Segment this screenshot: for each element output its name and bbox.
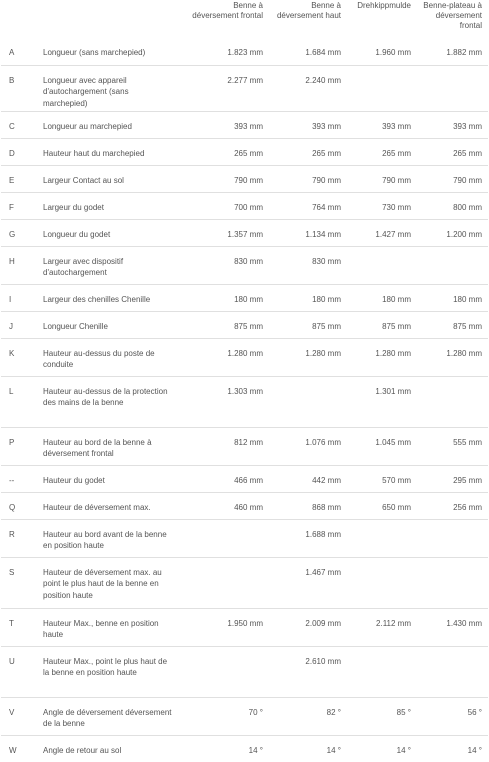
row-label: Hauteur au bord de la benne à déversement frontal <box>43 427 191 465</box>
row-code: T <box>1 608 43 646</box>
row-value-2 <box>269 376 347 427</box>
row-value-3: 730 mm <box>347 192 417 219</box>
row-value-1 <box>191 557 269 608</box>
row-value-2: 868 mm <box>269 492 347 519</box>
row-value-3 <box>347 246 417 284</box>
row-code: S <box>1 557 43 608</box>
table-row <box>1 165 488 192</box>
row-code: Q <box>1 492 43 519</box>
row-label: Angle de déversement déversement de la benne <box>43 697 191 735</box>
row-code: K <box>1 338 43 376</box>
row-value-1: 70 ° <box>191 697 269 735</box>
row-value-2: 442 mm <box>269 465 347 492</box>
row-value-2: 830 mm <box>269 246 347 284</box>
row-label: Hauteur de déversement max. <box>43 492 191 519</box>
row-label: Largeur des chenilles Chenille <box>43 284 191 311</box>
row-value-4: 295 mm <box>417 465 488 492</box>
row-value-1: 460 mm <box>191 492 269 519</box>
row-label: Largeur du godet <box>43 192 191 219</box>
row-value-2: 1.684 mm <box>305 48 341 57</box>
row-value-3: 1.301 mm <box>347 376 417 427</box>
row-value-3: 1.960 mm <box>375 48 411 57</box>
row-value-1: 830 mm <box>191 246 269 284</box>
row-value-1: 1.823 mm <box>227 48 263 57</box>
row-code: H <box>1 246 43 284</box>
row-value-3: 650 mm <box>347 492 417 519</box>
row-value-2: 180 mm <box>269 284 347 311</box>
table-row <box>1 465 488 492</box>
row-value-1: 1.357 mm <box>191 219 269 246</box>
table-row <box>1 138 488 165</box>
table-row <box>1 38 488 65</box>
row-label: Largeur avec dispositif d'autochargement <box>43 246 191 284</box>
row-value-2: 2.009 mm <box>269 608 347 646</box>
row-value-1: 1.950 mm <box>191 608 269 646</box>
row-label: Hauteur Max., benne en position haute <box>43 608 191 646</box>
row-value-2: 2.240 mm <box>269 65 347 111</box>
row-code: D <box>1 138 43 165</box>
row-value-4 <box>417 519 488 557</box>
row-value-1: 180 mm <box>191 284 269 311</box>
row-value-1 <box>191 519 269 557</box>
row-code: I <box>1 284 43 311</box>
row-code: G <box>1 219 43 246</box>
header-benne-deversement-haut: Benne à déversement haut <box>276 1 341 20</box>
row-value-4: 800 mm <box>417 192 488 219</box>
row-label: Hauteur de déversement max. au point le plus haut de la benne en position haute <box>43 557 191 608</box>
table-row <box>1 735 488 762</box>
row-label: Longueur avec appareil d'autochargement (sans marchepied) <box>43 65 191 111</box>
row-code: L <box>1 376 43 427</box>
row-value-1: 875 mm <box>191 311 269 338</box>
row-value-3: 180 mm <box>347 284 417 311</box>
row-value-4: 555 mm <box>417 427 488 465</box>
row-value-2: 393 mm <box>269 111 347 138</box>
row-value-4: 14 ° <box>417 735 488 762</box>
row-value-1: 1.303 mm <box>191 376 269 427</box>
row-value-4: 56 ° <box>417 697 488 735</box>
header-drehkippmulde: Drehkippmulde <box>357 1 411 10</box>
table-body <box>1 38 488 762</box>
table-row <box>1 246 488 284</box>
row-value-2: 82 ° <box>269 697 347 735</box>
header-row <box>1 0 488 38</box>
row-value-4: 265 mm <box>417 138 488 165</box>
row-label: Hauteur Max., point le plus haut de la benne en position haute <box>43 646 191 697</box>
row-value-2: 1.688 mm <box>269 519 347 557</box>
row-value-3: 1.045 mm <box>347 427 417 465</box>
header-benne-plateau: Benne-plateau à déversement frontal <box>423 1 482 30</box>
row-value-3 <box>347 519 417 557</box>
row-value-2: 1.076 mm <box>269 427 347 465</box>
row-value-1: 393 mm <box>191 111 269 138</box>
row-value-2: 14 ° <box>269 735 347 762</box>
table-row <box>1 697 488 735</box>
header-code <box>1 0 43 38</box>
row-value-4: 1.200 mm <box>417 219 488 246</box>
row-value-1: 265 mm <box>191 138 269 165</box>
row-value-4 <box>417 246 488 284</box>
table-row <box>1 65 488 111</box>
row-value-4: 393 mm <box>417 111 488 138</box>
row-value-2: 1.280 mm <box>269 338 347 376</box>
row-value-4: 1.882 mm <box>446 48 482 57</box>
row-label: Hauteur au-dessus de la protection des mains de la benne <box>43 376 191 427</box>
row-value-3: 1.427 mm <box>347 219 417 246</box>
row-value-3: 85 ° <box>347 697 417 735</box>
row-value-1 <box>191 646 269 697</box>
table-row <box>1 284 488 311</box>
table-row <box>1 557 488 608</box>
row-code: U <box>1 646 43 697</box>
row-value-1: 812 mm <box>191 427 269 465</box>
row-value-1: 14 ° <box>191 735 269 762</box>
row-label: Longueur au marchepied <box>43 111 191 138</box>
row-value-3: 265 mm <box>347 138 417 165</box>
row-value-3 <box>347 65 417 111</box>
table-row <box>1 311 488 338</box>
row-code: B <box>1 65 43 111</box>
row-value-4: 1.430 mm <box>417 608 488 646</box>
row-value-2: 790 mm <box>269 165 347 192</box>
row-value-4: 256 mm <box>417 492 488 519</box>
row-value-1: 700 mm <box>191 192 269 219</box>
row-value-2: 875 mm <box>269 311 347 338</box>
row-value-3: 570 mm <box>347 465 417 492</box>
row-code: F <box>1 192 43 219</box>
table-row <box>1 111 488 138</box>
table-row <box>1 192 488 219</box>
row-value-3: 2.112 mm <box>347 608 417 646</box>
row-code: E <box>1 165 43 192</box>
row-value-4: 1.280 mm <box>417 338 488 376</box>
row-label: Longueur (sans marchepied) <box>43 48 146 57</box>
row-code: V <box>1 697 43 735</box>
table-row <box>1 608 488 646</box>
row-value-2: 1.134 mm <box>269 219 347 246</box>
header-benne-deversement-frontal: Benne à déversement frontal <box>192 1 263 20</box>
row-label: Hauteur du godet <box>43 465 191 492</box>
row-label: Longueur Chenille <box>43 311 191 338</box>
row-code: A <box>9 48 15 57</box>
row-value-2: 764 mm <box>269 192 347 219</box>
row-value-2: 1.467 mm <box>269 557 347 608</box>
row-value-1: 2.277 mm <box>191 65 269 111</box>
row-value-3: 875 mm <box>347 311 417 338</box>
row-value-1: 1.280 mm <box>191 338 269 376</box>
row-value-3 <box>347 646 417 697</box>
row-label: Angle de retour au sol <box>43 735 191 762</box>
row-label: Hauteur haut du marchepied <box>43 138 191 165</box>
table-row <box>1 427 488 465</box>
row-value-4 <box>417 65 488 111</box>
table-header <box>1 0 488 38</box>
table-row <box>1 338 488 376</box>
row-value-1: 790 mm <box>191 165 269 192</box>
row-value-4 <box>417 376 488 427</box>
header-label <box>43 0 191 38</box>
table-row <box>1 219 488 246</box>
row-code: P <box>1 427 43 465</box>
row-label: Hauteur au-dessus du poste de conduite <box>43 338 191 376</box>
row-label: Hauteur au bord avant de la benne en position haute <box>43 519 191 557</box>
specs-table <box>1 0 488 762</box>
row-value-4: 875 mm <box>417 311 488 338</box>
row-code: J <box>1 311 43 338</box>
row-value-4: 180 mm <box>417 284 488 311</box>
table-row <box>1 519 488 557</box>
row-value-2: 265 mm <box>269 138 347 165</box>
row-value-3: 14 ° <box>347 735 417 762</box>
row-code: C <box>1 111 43 138</box>
row-code: R <box>1 519 43 557</box>
row-label: Largeur Contact au sol <box>43 165 191 192</box>
row-value-4: 790 mm <box>417 165 488 192</box>
row-value-3: 1.280 mm <box>347 338 417 376</box>
row-value-4 <box>417 557 488 608</box>
row-value-1: 466 mm <box>191 465 269 492</box>
row-value-4 <box>417 646 488 697</box>
table-row <box>1 376 488 427</box>
row-label: Longueur du godet <box>43 219 191 246</box>
table-row <box>1 492 488 519</box>
row-value-2: 2.610 mm <box>269 646 347 697</box>
row-code: -- <box>1 465 43 492</box>
row-value-3: 790 mm <box>347 165 417 192</box>
row-code: W <box>1 735 43 762</box>
table-row <box>1 646 488 697</box>
row-value-3 <box>347 557 417 608</box>
row-value-3: 393 mm <box>347 111 417 138</box>
